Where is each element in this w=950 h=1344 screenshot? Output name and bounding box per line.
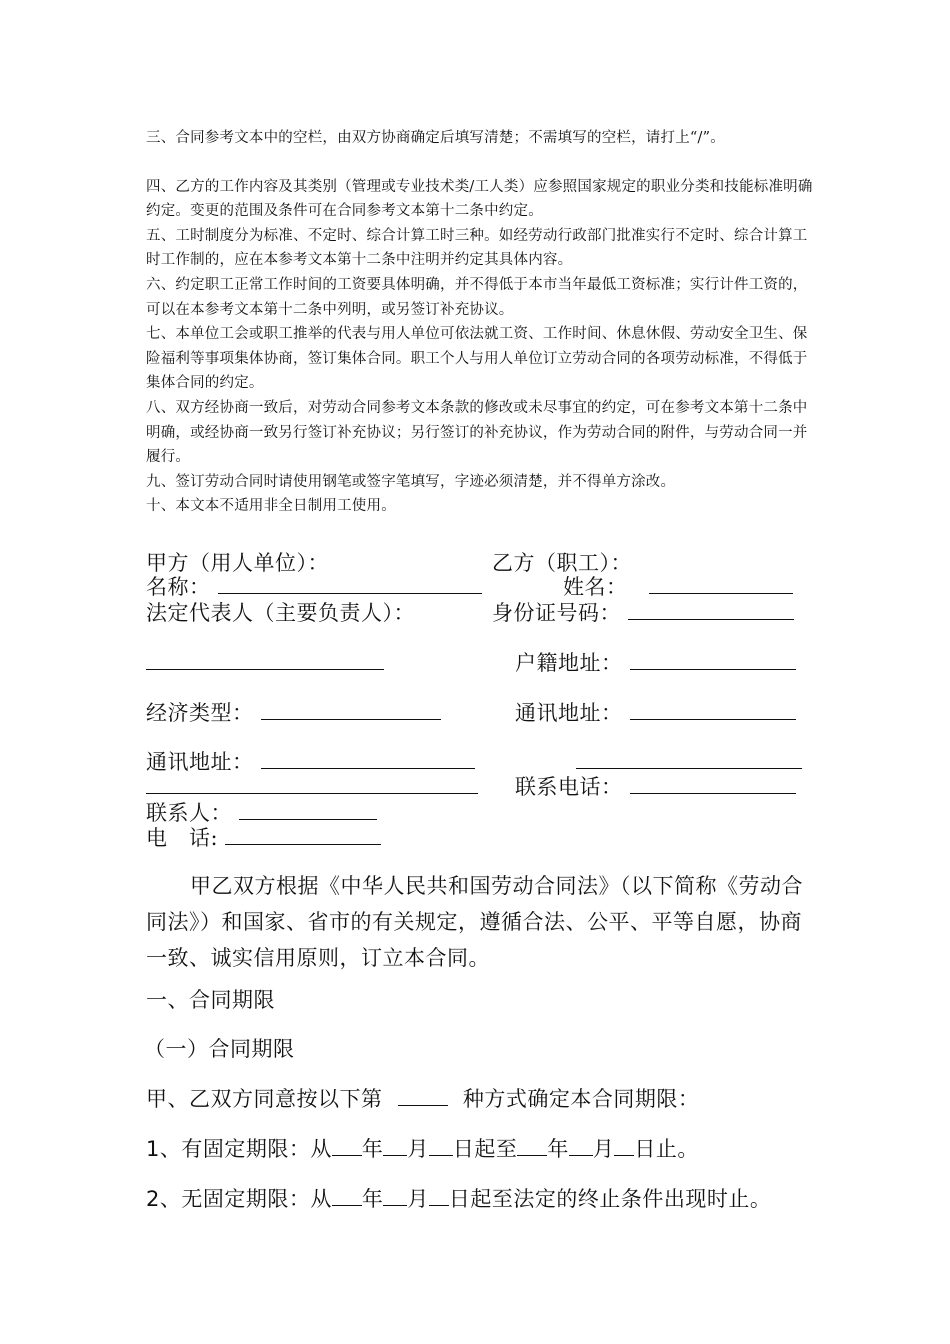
party-a-heading: 甲方（用人单位）： xyxy=(146,551,329,575)
option-2-number: 2 xyxy=(146,1187,160,1211)
option-1-start-month-field[interactable] xyxy=(383,1137,407,1156)
party-b-addr-field[interactable] xyxy=(630,701,796,720)
option-1-start-day-field[interactable] xyxy=(429,1137,453,1156)
note-9: 九、签订劳动合同时请使用钢笔或签字笔填写，字迹必须清楚，并不得单方涂改。 xyxy=(146,473,676,490)
party-a-addr-field[interactable] xyxy=(261,750,475,769)
note-8: 八、双方经协商一致后，对劳动合同参考文本条款的修改或未尽事宜的约定，可在参考文本第十二条中明确，或经协商一致另行签订补充协议；另行签订的补充协议，作为劳动合同的附件，与劳动合同一并履行。 xyxy=(146,399,808,466)
option-1-end-month-unit: 月 xyxy=(592,1137,615,1161)
party-a-rep-field[interactable] xyxy=(146,651,384,670)
party-a-phone-row xyxy=(146,822,381,852)
party-b-addr-row xyxy=(515,697,796,727)
party-b-addr-label: 通讯地址： xyxy=(515,701,623,725)
party-b-name-field[interactable] xyxy=(649,575,793,594)
option-1-end-day-field[interactable] xyxy=(614,1137,634,1156)
option-2-month-unit: 月 xyxy=(407,1187,429,1211)
intro-text: 甲乙双方根据《中华人民共和国劳动合同法》（以下简称《劳动合同法》）和国家、省市的有关规定，遵循合法、公平、平等自愿，协商一致、诚实信用原则，订立本合同。 xyxy=(146,874,803,970)
option-1-year-unit: 年 xyxy=(361,1137,384,1161)
option-1-end-day-unit: 日止。 xyxy=(634,1137,699,1161)
party-b-id-field[interactable] xyxy=(628,601,794,620)
note-10: 十、本文本不适用非全日制用工使用。 xyxy=(146,498,396,515)
term-choice-before: 甲、乙双方同意按以下第 xyxy=(146,1087,383,1111)
party-b-phone-field[interactable] xyxy=(630,775,796,794)
subsection-1-title: （一）合同期限 xyxy=(144,1037,295,1061)
option-2-year-unit: 年 xyxy=(361,1187,384,1211)
option-1-end-month-field[interactable] xyxy=(569,1137,593,1156)
option-1-end-year-unit: 年 xyxy=(547,1137,569,1161)
note-4: 四、乙方的工作内容及其类别（管理或专业技术类/工人类）应参照国家规定的职业分类和技能标准明确约定。变更的范围及条件可在合同参考文本第十二条中约定。 xyxy=(146,178,813,220)
party-b-phone-row xyxy=(515,771,796,801)
option-2-start-month-field[interactable] xyxy=(383,1187,407,1206)
party-b-hukou-field[interactable] xyxy=(630,651,796,670)
term-choice-line xyxy=(146,1083,699,1113)
option-1-number: 1 xyxy=(146,1137,160,1161)
option-2-line xyxy=(146,1183,771,1213)
option-1-month-unit: 月 xyxy=(407,1137,429,1161)
option-1-end-year-field[interactable] xyxy=(517,1137,547,1156)
party-a-phone-label: 电 话: xyxy=(146,826,219,850)
party-a-addr-field-line2[interactable] xyxy=(146,775,478,794)
party-a-econ-row xyxy=(146,697,441,727)
notes-section xyxy=(146,126,818,519)
party-a-econ-label: 经济类型： xyxy=(146,701,254,725)
note-7: 七、本单位工会或职工推举的代表与用人单位可依法就工资、工作时间、休息休假、劳动安全卫生、保险福利等事项集体协商，签订集体合同。职工个人与用人单位订立劳动合同的各项劳动标准，不得低于集体合同的约定。 xyxy=(146,326,808,392)
intro-paragraph xyxy=(146,868,818,976)
option-1-line xyxy=(146,1133,699,1163)
option-1-day-unit: 日起至 xyxy=(452,1137,518,1161)
term-choice-field[interactable] xyxy=(398,1087,448,1106)
note-5: 五、工时制度分为标准、不定时、综合计算工时三种。如经劳动行政部门批准实行不定时、综合计算工时工作制的，应在本参考文本第十二条中注明并约定其具体内容。 xyxy=(146,227,808,269)
party-a-rep-label: 法定代表人（主要负责人）： xyxy=(146,601,415,625)
party-b-id-row xyxy=(492,597,794,627)
option-2-label: 、无固定期限：从 xyxy=(159,1187,332,1211)
party-a-econ-field[interactable] xyxy=(261,701,441,720)
party-b-addr-field-line2[interactable] xyxy=(576,750,802,769)
option-2-start-day-field[interactable] xyxy=(429,1187,449,1206)
party-a-contact-label: 联系人： xyxy=(146,801,232,825)
party-b-hukou-row xyxy=(515,647,796,677)
option-2-tail: 日起至法定的终止条件出现时止。 xyxy=(448,1187,772,1211)
party-a-name-label: 名称： xyxy=(146,575,211,599)
party-a-contact-field[interactable] xyxy=(239,801,377,820)
party-b-hukou-label: 户籍地址： xyxy=(515,651,623,675)
party-a-phone-field[interactable] xyxy=(225,826,381,845)
option-2-start-year-field[interactable] xyxy=(332,1187,362,1206)
party-b-heading: 乙方（职工）： xyxy=(492,551,632,575)
term-choice-after: 种方式确定本合同期限： xyxy=(462,1087,700,1111)
party-a-addr-row xyxy=(146,746,475,776)
party-a-addr-label: 通讯地址： xyxy=(146,750,254,774)
party-b-name-label: 姓名： xyxy=(563,575,628,599)
option-1-label: 、有固定期限：从 xyxy=(159,1137,332,1161)
option-1-start-year-field[interactable] xyxy=(332,1137,362,1156)
note-6: 六、约定职工正常工作时间的工资要具体明确，并不得低于本市当年最低工资标准；实行计件工资的，可以在本参考文本第十二条中列明，或另签订补充协议。 xyxy=(146,276,808,318)
party-b-phone-label: 联系电话： xyxy=(515,775,623,799)
party-a-name-field[interactable] xyxy=(218,575,482,594)
section-1-title: 一、合同期限 xyxy=(146,988,275,1012)
party-b-id-label: 身份证号码： xyxy=(492,601,621,625)
note-3: 三、合同参考文本中的空栏，由双方协商确定后填写清楚；不需填写的空栏，请打上“/”。 xyxy=(146,130,725,146)
